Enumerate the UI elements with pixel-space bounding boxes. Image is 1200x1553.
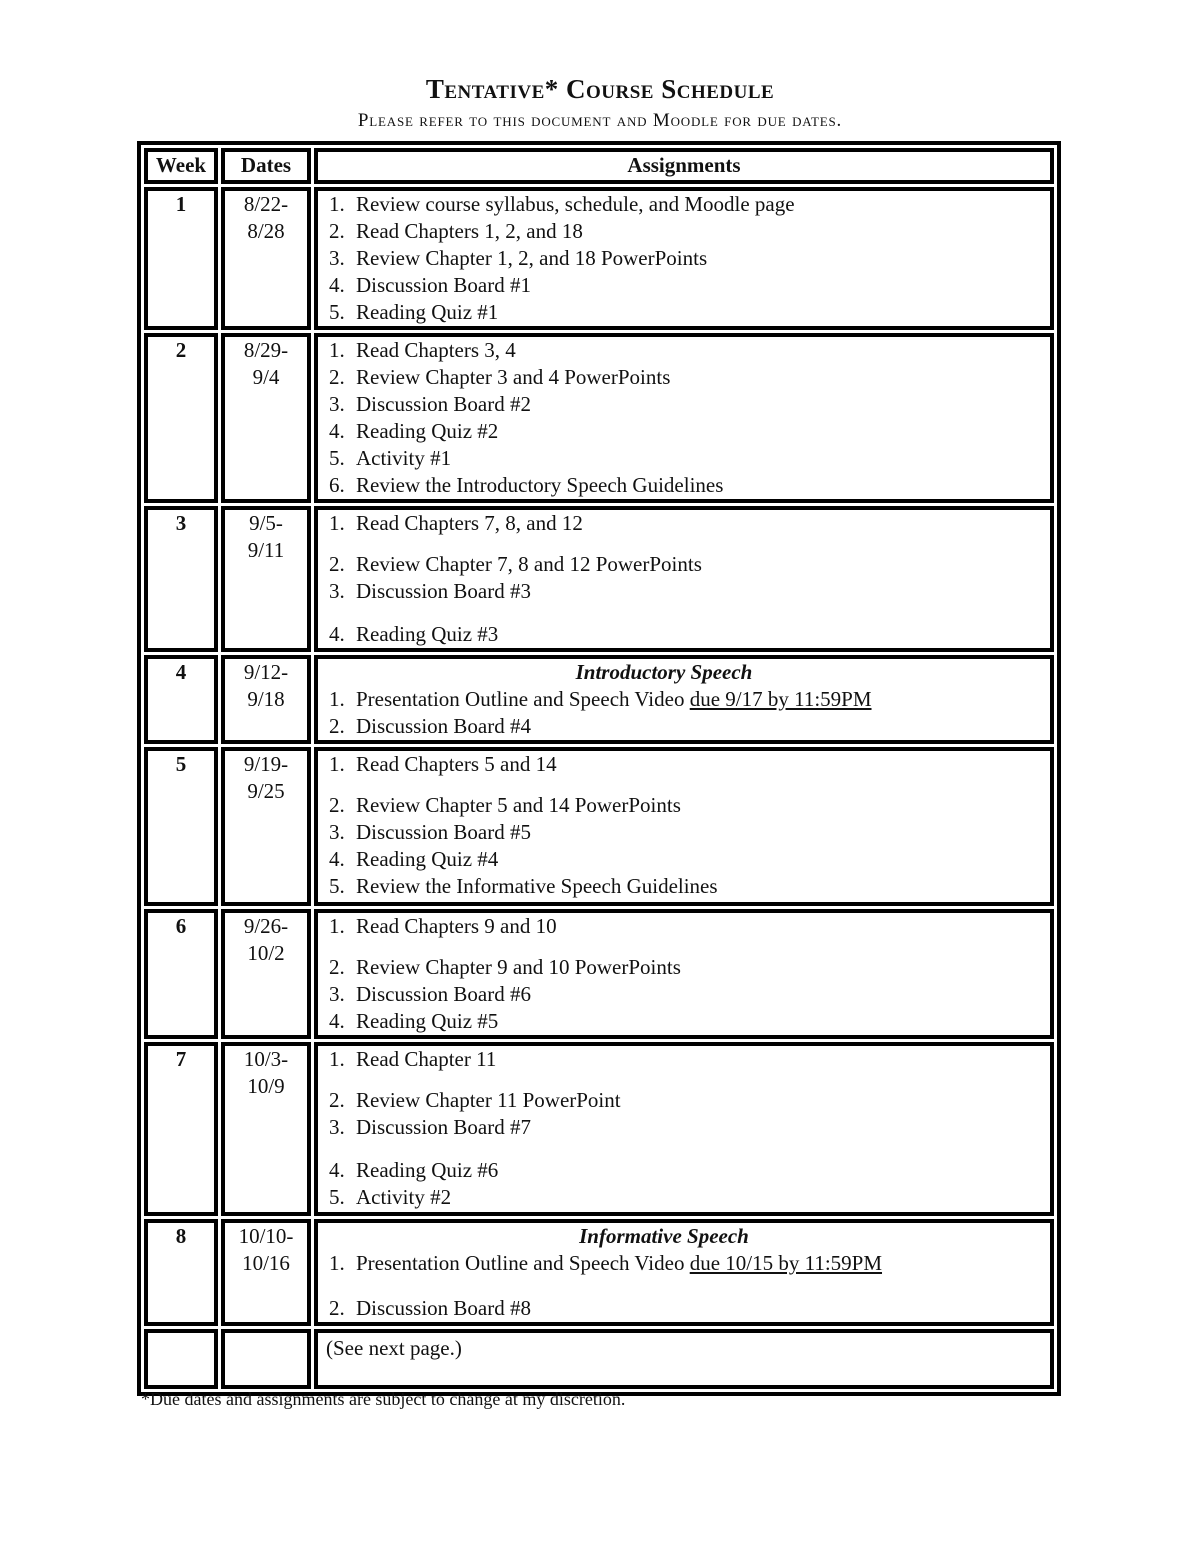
list-item: 1. Read Chapters 3, 4 [350, 337, 1050, 364]
list-item: 1. Read Chapters 5 and 14 [350, 751, 1050, 778]
week-number: 3 [144, 506, 218, 652]
table-row [144, 333, 1054, 503]
week-dates: 10/10- 10/16 [221, 1219, 311, 1326]
list-item: 1. Presentation Outline and Speech Video due 10/15 by 11:59PM [350, 1250, 1050, 1277]
week-number: 8 [144, 1219, 218, 1326]
list-item: 4. Reading Quiz #3 [350, 621, 1050, 648]
list-item: 3. Discussion Board #7 [350, 1114, 1050, 1141]
list-item: 3. Discussion Board #3 [350, 578, 1050, 605]
list-item: 2. Discussion Board #8 [350, 1295, 1050, 1322]
due-date: due 9/17 by 11:59PM [689, 687, 872, 711]
list-item: 1. Read Chapters 9 and 10 [350, 913, 1050, 940]
week-dates: 10/3- 10/9 [221, 1042, 311, 1216]
week-number: 2 [144, 333, 218, 503]
table-row-continued [144, 1329, 1054, 1389]
assignment-list [318, 686, 1050, 740]
week-dates: 8/29- 9/4 [221, 333, 311, 503]
list-item: 2. Read Chapters 1, 2, and 18 [350, 218, 1050, 245]
assignment-list-cell [314, 506, 1054, 652]
assignment-list [318, 337, 1050, 499]
list-item: 5. Activity #1 [350, 445, 1050, 472]
list-item: 5. Reading Quiz #1 [350, 299, 1050, 326]
list-item: 3. Discussion Board #5 [350, 819, 1050, 846]
table-header-row [144, 148, 1054, 184]
table-row [144, 1042, 1054, 1216]
list-item: 2. Review Chapter 5 and 14 PowerPoints [350, 792, 1050, 819]
week-dates: 9/19- 9/25 [221, 747, 311, 906]
assignment-list-cell [314, 1042, 1054, 1216]
assignment-list [318, 510, 1050, 648]
list-item: 1. Read Chapters 7, 8, and 12 [350, 510, 1050, 537]
list-item: 4. Reading Quiz #4 [350, 846, 1050, 873]
speech-heading: Introductory Speech [575, 660, 753, 684]
week-dates: 9/26- 10/2 [221, 909, 311, 1039]
assignment-list [318, 913, 1050, 1035]
assignment-list [318, 751, 1050, 900]
list-item: 2. Review Chapter 3 and 4 PowerPoints [350, 364, 1050, 391]
list-item: 4. Discussion Board #1 [350, 272, 1050, 299]
list-item: 4. Reading Quiz #5 [350, 1008, 1050, 1035]
list-item: 6. Review the Introductory Speech Guidelines [350, 472, 1050, 499]
list-item: 2. Discussion Board #4 [350, 713, 1050, 740]
column-header-week: Week [144, 148, 218, 184]
assignment-list [318, 1250, 1050, 1322]
list-item: 2. Review Chapter 9 and 10 PowerPoints [350, 954, 1050, 981]
list-item: 3. Discussion Board #2 [350, 391, 1050, 418]
footnote: *Due dates and assignments are subject to change at my discretion. [141, 1389, 626, 1409]
week-dates-empty [221, 1329, 311, 1389]
assignment-list-cell [314, 1219, 1054, 1326]
list-item: 2. Review Chapter 7, 8 and 12 PowerPoints [350, 551, 1050, 578]
due-date: due 10/15 by 11:59PM [689, 1251, 883, 1275]
week-number: 6 [144, 909, 218, 1039]
table-row [144, 747, 1054, 906]
speech-heading: Informative Speech [579, 1224, 749, 1248]
list-item: 1. Read Chapter 11 [350, 1046, 1050, 1073]
week-number: 7 [144, 1042, 218, 1216]
table-row [144, 909, 1054, 1039]
list-item: 1. Review course syllabus, schedule, and Moodle page [350, 191, 1050, 218]
assignment-list-cell [314, 333, 1054, 503]
week-number: 5 [144, 747, 218, 906]
week-number: 4 [144, 655, 218, 744]
assignment-list-cell [314, 655, 1054, 744]
page-subtitle: Please refer to this document and Moodle for due dates. [357, 110, 843, 131]
table-row [144, 655, 1054, 744]
list-item: 3. Discussion Board #6 [350, 981, 1050, 1008]
assignment-list [318, 191, 1050, 326]
table-row [144, 187, 1054, 330]
list-item: 5. Activity #2 [350, 1184, 1050, 1211]
list-item: 3. Review Chapter 1, 2, and 18 PowerPoints [350, 245, 1050, 272]
table-row [144, 1219, 1054, 1326]
assignment-list-cell [314, 747, 1054, 906]
assignment-list [318, 1046, 1050, 1211]
list-item: 4. Reading Quiz #6 [350, 1157, 1050, 1184]
assignment-list-cell [314, 909, 1054, 1039]
column-header-assignments: Assignments [314, 148, 1054, 184]
continuation-note: (See next page.) [314, 1329, 1054, 1389]
column-header-dates: Dates [221, 148, 311, 184]
week-number: 1 [144, 187, 218, 330]
week-dates: 9/12- 9/18 [221, 655, 311, 744]
week-dates: 9/5- 9/11 [221, 506, 311, 652]
list-item: 4. Reading Quiz #2 [350, 418, 1050, 445]
week-number-empty [144, 1329, 218, 1389]
table-row [144, 506, 1054, 652]
schedule-table [137, 141, 1061, 1396]
page-title: Tentative* Course Schedule [425, 74, 775, 104]
week-dates: 8/22- 8/28 [221, 187, 311, 330]
list-item: 2. Review Chapter 11 PowerPoint [350, 1087, 1050, 1114]
list-item: 5. Review the Informative Speech Guidelines [350, 873, 1050, 900]
assignment-list-cell [314, 187, 1054, 330]
list-item: 1. Presentation Outline and Speech Video due 9/17 by 11:59PM [350, 686, 1050, 713]
